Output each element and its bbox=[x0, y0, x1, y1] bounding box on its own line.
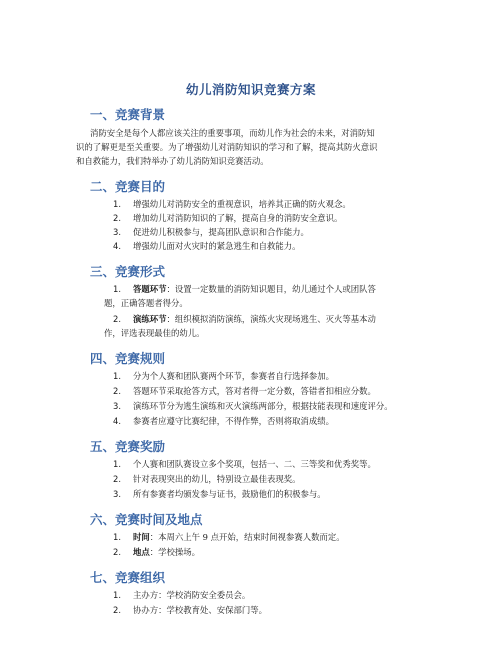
list-item-continuation: 作，评选表现最佳的幼儿。 bbox=[104, 328, 205, 338]
list-item: 所有参赛者均颁发参与证书，鼓励他们的积极参与。 bbox=[133, 489, 326, 499]
list-item: 分为个人赛和团队赛两个环节，参赛者自行选择参加。 bbox=[133, 371, 334, 381]
list-number: 3. bbox=[113, 489, 121, 499]
document-title: 幼儿消防知识竞赛方案 bbox=[185, 82, 316, 97]
list-number: 1. bbox=[113, 590, 121, 600]
list-item: 主办方：学校消防安全委员会。 bbox=[133, 590, 251, 600]
list-item: 演练环节分为逃生演练和灭火演练两部分，根据技能表现和速度评分。 bbox=[133, 401, 393, 411]
list-item-text: ：本周六上午 9 点开始，结束时间视参赛人数而定。 bbox=[149, 532, 345, 542]
background-line-2: 识的了解更是至关重要。为了增强幼儿对消防知识的学习和了解，提高其防火意识 bbox=[76, 142, 378, 152]
section-heading-awards: 五、竞赛奖励 bbox=[90, 439, 166, 454]
section-heading-time-place: 六、竞赛时间及地点 bbox=[90, 512, 203, 527]
list-number: 1. bbox=[113, 532, 121, 542]
list-item bbox=[133, 530, 345, 544]
list-item: 促进幼儿积极参与，提高团队意识和合作能力。 bbox=[133, 227, 309, 237]
list-number: 1. bbox=[113, 199, 121, 209]
list-number: 2. bbox=[113, 474, 121, 484]
list-item: 针对表现突出的幼儿，特别设立最佳表现奖。 bbox=[133, 474, 301, 484]
list-item: 增强幼儿面对火灾时的紧急逃生和自救能力。 bbox=[133, 241, 301, 251]
list-item: 答题环节采取抢答方式，答对者得一定分数，答错者扣相应分数。 bbox=[133, 386, 376, 396]
list-item bbox=[133, 312, 376, 326]
list-number: 4. bbox=[113, 241, 121, 251]
list-number: 2. bbox=[113, 213, 121, 223]
list-item-text: ：组织模拟消防演练，演练火灾现场逃生、灭火等基本动 bbox=[166, 314, 376, 324]
list-item-label: 时间 bbox=[133, 532, 150, 542]
list-number: 2. bbox=[113, 547, 121, 557]
list-item-label: 地点 bbox=[133, 547, 150, 557]
list-number: 1. bbox=[113, 284, 121, 294]
section-heading-organization: 七、竞赛组织 bbox=[90, 570, 166, 585]
list-item-label: 演练环节 bbox=[133, 314, 167, 324]
list-number: 2. bbox=[113, 314, 121, 324]
list-item: 参赛者应遵守比赛纪律，不得作弊，否则将取消成绩。 bbox=[133, 416, 334, 426]
list-item: 增强幼儿对消防安全的重视意识，培养其正确的防火观念。 bbox=[133, 199, 351, 209]
section-heading-rules: 四、竞赛规则 bbox=[90, 351, 166, 366]
list-number: 1. bbox=[113, 459, 121, 469]
background-line-1: 消防安全是每个人都应该关注的重要事项，而幼儿作为社会的未来，对消防知 bbox=[90, 128, 375, 138]
list-number: 2. bbox=[113, 386, 121, 396]
list-item: 协办方：学校教育处、安保部门等。 bbox=[133, 605, 267, 615]
list-item-continuation: 题，正确答题者得分。 bbox=[104, 298, 188, 308]
list-item bbox=[133, 545, 200, 559]
section-heading-format: 三、竞赛形式 bbox=[90, 264, 166, 279]
list-number: 3. bbox=[113, 227, 121, 237]
section-heading-background: 一、竞赛背景 bbox=[90, 107, 166, 122]
list-item bbox=[133, 282, 376, 296]
list-item-text: ：学校操场。 bbox=[149, 547, 200, 557]
list-number: 3. bbox=[113, 401, 121, 411]
list-item: 增加幼儿对消防知识的了解，提高自身的消防安全意识。 bbox=[133, 213, 343, 223]
section-heading-purpose: 二、竞赛目的 bbox=[90, 179, 166, 194]
list-number: 2. bbox=[113, 605, 121, 615]
background-line-3: 和自救能力，我们特举办了幼儿消防知识竞赛活动。 bbox=[76, 156, 269, 166]
list-number: 1. bbox=[113, 371, 121, 381]
list-item-label: 答题环节 bbox=[133, 284, 167, 294]
list-item: 个人赛和团队赛设立多个奖项，包括一、二、三等奖和优秀奖等。 bbox=[133, 459, 376, 469]
list-item-text: ：设置一定数量的消防知识题目，幼儿通过个人或团队答 bbox=[166, 284, 376, 294]
list-number: 4. bbox=[113, 416, 121, 426]
